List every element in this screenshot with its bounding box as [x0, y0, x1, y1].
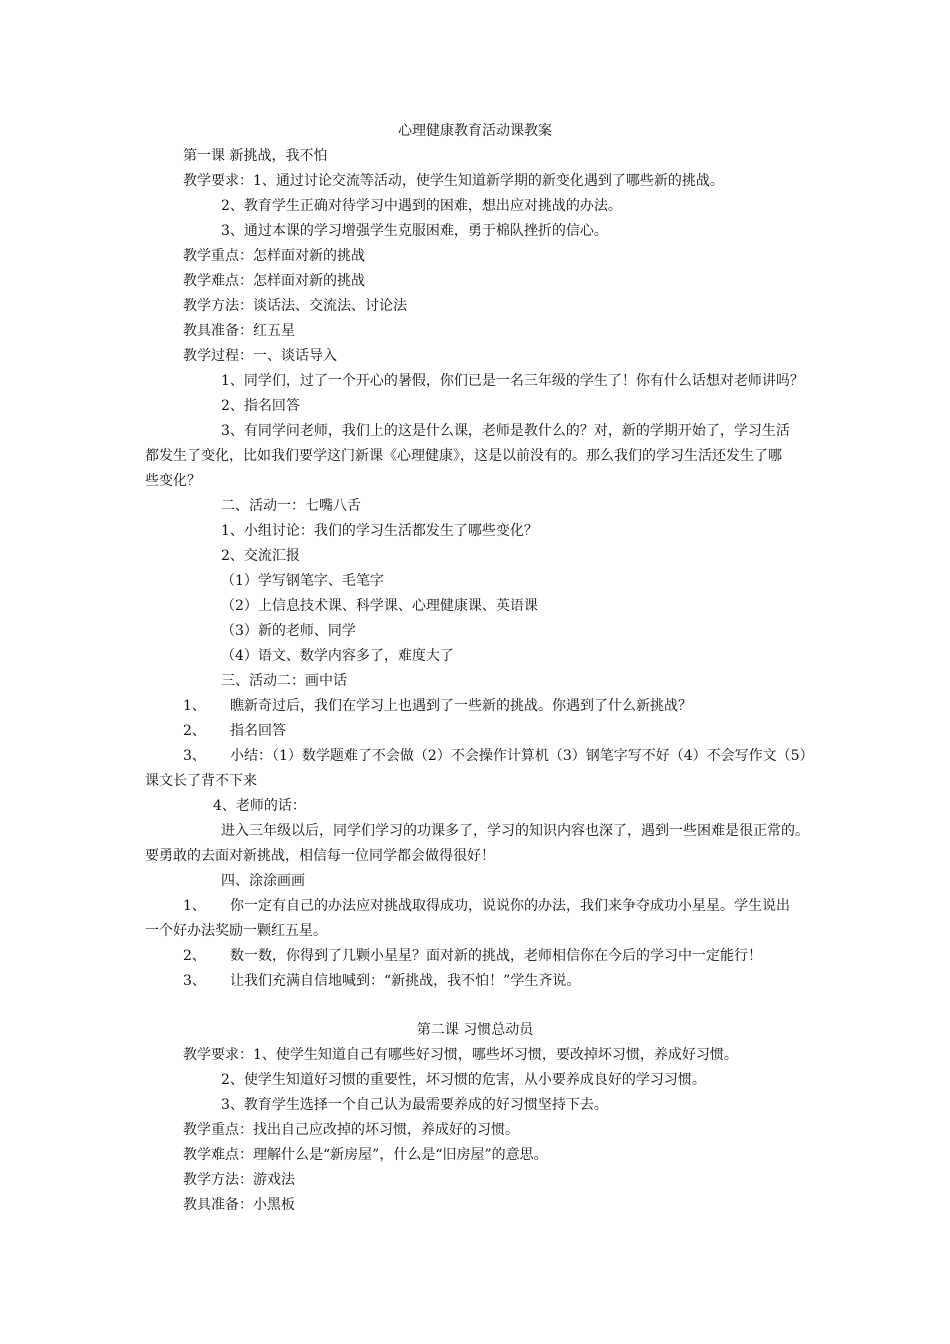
activity-2-heading: 三、活动二：画中话 [221, 673, 347, 689]
activity-2-num-3: 3、 [183, 748, 206, 764]
lesson2-difficulty: 教学难点：理解什么是“新房屋”，什么是“旧房屋”的意思。 [183, 1147, 548, 1163]
activity-2-num-2: 2、 [183, 723, 206, 739]
activity-3-item-1-cont: 一个好办法奖励一颗红五星。 [145, 923, 327, 939]
teacher-words-b: 要勇敢的去面对新挑战，相信每一位同学都会做得很好！ [145, 848, 495, 864]
activity-1-subitem-3: （3）新的老师、同学 [221, 623, 356, 639]
process-step-3a: 3、有同学问老师，我们上的这是什么课，老师是教什么的？对，新的学期开始了，学习生活 [221, 423, 790, 439]
process-step-3c: 些变化？ [145, 473, 201, 489]
activity-1-item-2: 2、交流汇报 [221, 548, 300, 564]
activity-2-item-1: 瞧新奇过后，我们在学习上也遇到了一些新的挑战。你遇到了什么新挑战？ [230, 698, 692, 714]
activity-2-item-4: 4、老师的话： [213, 798, 306, 814]
activity-2-item-3-cont: 课文长了背不下来 [145, 773, 257, 789]
document-title: 心理健康教育活动课教案 [398, 123, 552, 139]
lesson2-requirement-1: 教学要求：1、使学生知道自己有哪些好习惯，哪些坏习惯，要改掉坏习惯，养成好习惯。 [183, 1047, 738, 1063]
lesson1-requirement-2: 2、教育学生正确对待学习中遇到的困难，想出应对挑战的办法。 [221, 198, 622, 214]
lesson2-requirement-2: 2、使学生知道好习惯的重要性，坏习惯的危害，从小要养成良好的学习习惯。 [221, 1072, 706, 1088]
process-step-1: 1、同学们，过了一个开心的暑假，你们已是一名三年级的学生了！你有什么话想对老师讲吗？ [221, 373, 804, 389]
activity-2-item-2: 指名回答 [230, 723, 286, 739]
lesson2-method: 教学方法：游戏法 [183, 1172, 295, 1188]
activity-1-heading: 二、活动一：七嘴八舌 [221, 498, 361, 514]
activity-3-num-1: 1、 [183, 898, 206, 914]
lesson1-focus: 教学重点：怎样面对新的挑战 [183, 248, 365, 264]
lesson1-requirement-1: 教学要求：1、通过讨论交流等活动，使学生知道新学期的新变化遇到了哪些新的挑战。 [183, 173, 724, 189]
teacher-words-a: 进入三年级以后，同学们学习的功课多了，学习的知识内容也深了，遇到一些困难是很正常的。 [221, 823, 809, 839]
lesson1-tools: 教具准备：红五星 [183, 323, 295, 339]
activity-3-num-3: 3、 [183, 973, 206, 989]
activity-3-num-2: 2、 [183, 948, 206, 964]
process-step-2: 2、指名回答 [221, 398, 300, 414]
activity-2-num-1: 1、 [183, 698, 206, 714]
process-step-3b: 都发生了变化，比如我们要学这门新课《心理健康》，这是以前没有的。那么我们的学习生活还发生了哪 [145, 448, 782, 464]
lesson1-difficulty: 教学难点：怎样面对新的挑战 [183, 273, 365, 289]
lesson2-title: 第二课 习惯总动员 [416, 1022, 534, 1038]
activity-1-subitem-2: （2）上信息技术课、科学课、心理健康课、英语课 [221, 598, 538, 614]
lesson2-tools: 教具准备：小黑板 [183, 1197, 295, 1213]
lesson1-process: 教学过程：一、谈话导入 [183, 348, 337, 364]
activity-3-item-2: 数一数，你得到了几颗小星星？面对新的挑战，老师相信你在今后的学习中一定能行！ [230, 948, 762, 964]
activity-3-item-1: 你一定有自己的办法应对挑战取得成功，说说你的办法，我们来争夺成功小星星。学生说出 [230, 898, 790, 914]
lesson2-requirement-3: 3、教育学生选择一个自己认为最需要养成的好习惯坚持下去。 [221, 1097, 608, 1113]
lesson1-title: 第一课 新挑战，我不怕 [183, 148, 328, 164]
lesson2-focus: 教学重点：找出自己应改掉的坏习惯，养成好的习惯。 [183, 1122, 519, 1138]
activity-3-item-3: 让我们充满自信地喊到：“新挑战，我不怕！”学生齐说。 [230, 973, 581, 989]
lesson1-requirement-3: 3、通过本课的学习增强学生克服困难，勇于棉队挫折的信心。 [221, 223, 608, 239]
activity-3-heading: 四、涂涂画画 [221, 873, 305, 889]
activity-2-item-3: 小结：（1）数学题难了不会做（2）不会操作计算机（3）钢笔字写不好（4）不会写作文（5） [230, 748, 814, 764]
activity-1-subitem-4: （4）语文、数学内容多了，难度大了 [221, 648, 454, 664]
activity-1-subitem-1: （1）学写钢笔字、毛笔字 [221, 573, 384, 589]
lesson1-method: 教学方法：谈话法、交流法、讨论法 [183, 298, 407, 314]
activity-1-item-1: 1、小组讨论：我们的学习生活都发生了哪些变化？ [221, 523, 538, 539]
